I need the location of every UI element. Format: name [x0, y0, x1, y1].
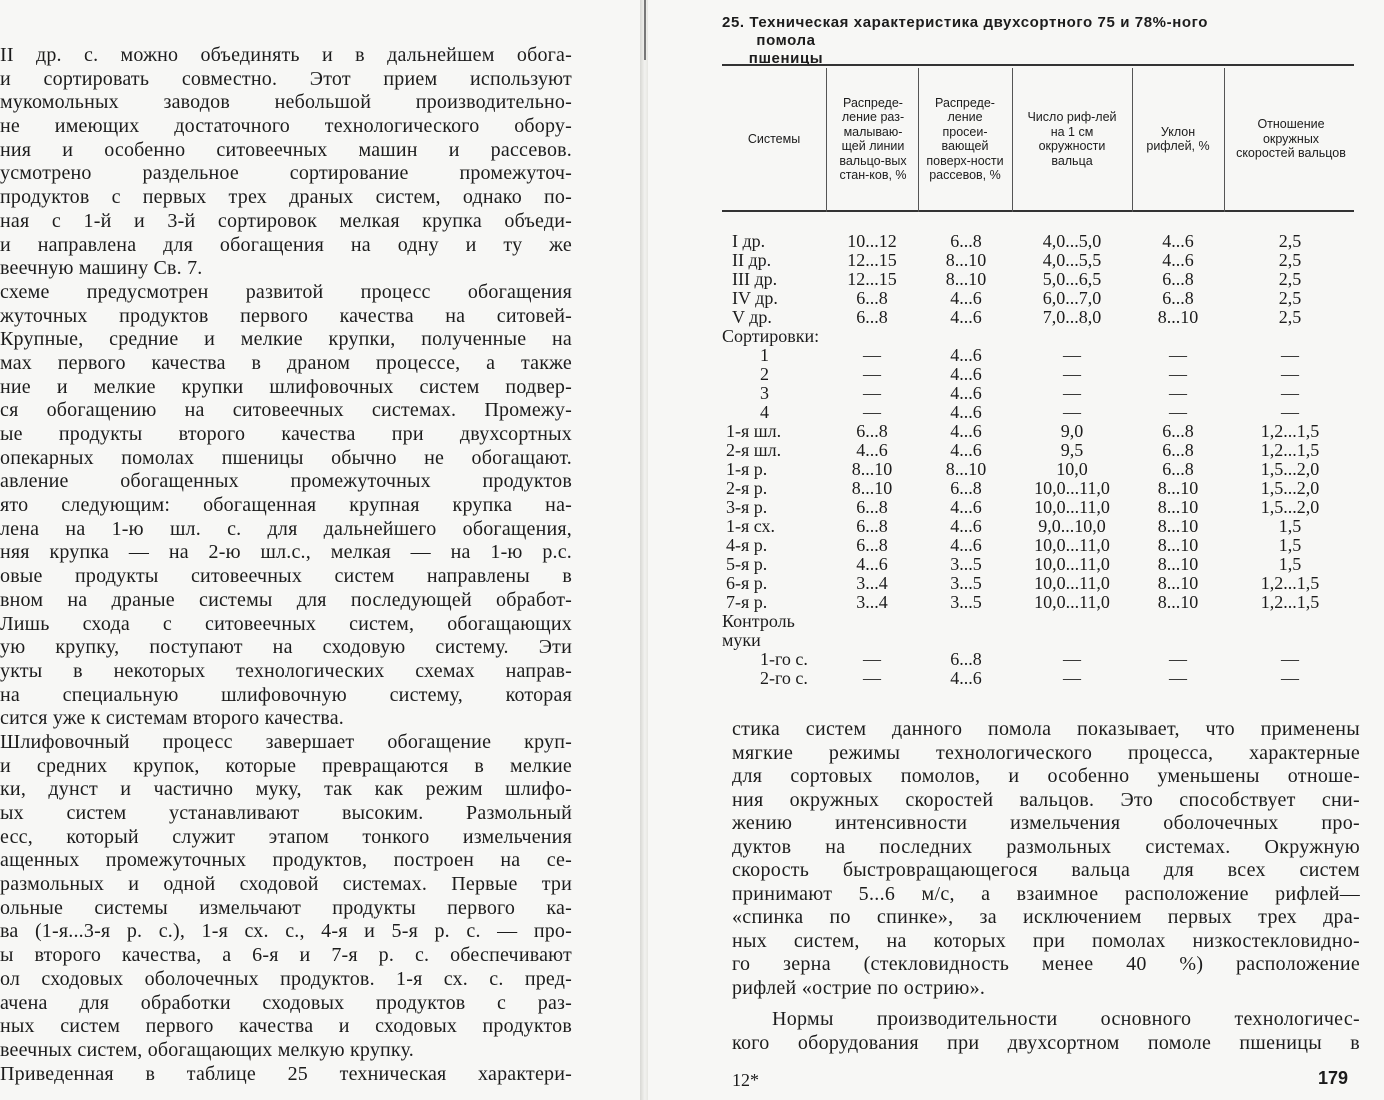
- text-line: ольные системы измельчают продукты первого ка-: [0, 896, 572, 919]
- row-system-name: 6-я р.: [726, 573, 768, 593]
- table-cell: 6...8: [950, 231, 982, 251]
- table-cell: 10,0: [1056, 459, 1088, 479]
- table-row: [722, 251, 1362, 270]
- header-speed-ratio: Отношение окружных скоростей вальцов: [1236, 117, 1346, 161]
- caption-line-2: помола пшеницы: [748, 32, 824, 67]
- text-line: опекарных помолах пшеницы обычно не обогащают.: [0, 446, 572, 469]
- table-cell: 4,0...5,0: [1042, 231, 1102, 251]
- text-line: ных систем первого качества и сходовых продуктов: [0, 1015, 572, 1038]
- table-cell: 3...5: [950, 573, 982, 593]
- text-line: на специальную шлифовочную систему, которая: [0, 683, 572, 706]
- table-cell: 2,5: [1278, 269, 1302, 289]
- text-line: жуточных продуктов первого качества на ситовей-: [0, 304, 572, 327]
- table-cell: —: [1063, 364, 1081, 384]
- text-line: авление обогащенных промежуточных продуктов: [0, 470, 572, 493]
- table-cell: 8...10: [1157, 554, 1199, 574]
- text-line: кого оборудования при двухсортном помоле пшеницы в: [732, 1031, 1360, 1054]
- table-cell: —: [1281, 345, 1299, 365]
- table-cell: 4...6: [950, 345, 982, 365]
- table-cell: —: [1063, 649, 1081, 669]
- table-cell: 4...6: [1162, 250, 1194, 270]
- text-line: мягкие режимы технологического процесса, характерные: [732, 741, 1360, 764]
- text-line: схеме предусмотрен развитой процесс обогащения: [0, 280, 572, 303]
- text-line: стика систем данного помола показывает, что применены: [732, 718, 1360, 740]
- text-line: ые продукты второго качества при двухсортных: [0, 423, 572, 445]
- header-flute-count: Число риф-лей на 1 см окружности вальца: [1027, 110, 1117, 168]
- text-line: сится уже к системам второго качества.: [0, 707, 344, 730]
- table-cell: 4...6: [950, 288, 982, 308]
- row-system-name: 1-я р.: [726, 459, 768, 479]
- text-line: не имеющих достаточного технологического обору-: [0, 115, 572, 138]
- table-cell: 1,2...1,5: [1260, 573, 1320, 593]
- text-line: ачена для обработки сходовых продуктов с раз-: [0, 991, 572, 1014]
- text-line: рифлей «острие по острию».: [732, 976, 986, 999]
- text-line: Лишь схода с ситовеечных систем, обогащающих: [0, 612, 572, 635]
- table-row: [722, 593, 1362, 612]
- table-cell: 6...8: [950, 649, 982, 669]
- table-row: [722, 574, 1362, 593]
- text-line: жению интенсивности измельчения оболочечных про-: [732, 812, 1360, 834]
- table-cell: 8...10: [945, 250, 987, 270]
- table-cell: 4...6: [950, 421, 982, 441]
- header-grinding-distribution: Распреде-ление раз-малываю-щей линии вальцо-вых стан-ков, %: [839, 95, 907, 182]
- table-cell: 4...6: [950, 364, 982, 384]
- table-row: [722, 365, 1362, 384]
- table-cell: —: [1169, 668, 1187, 688]
- table-cell: 1,2...1,5: [1260, 440, 1320, 460]
- row-system-name: Контроль: [722, 611, 795, 631]
- table-cell: —: [863, 649, 881, 669]
- table-cell: 4...6: [950, 440, 982, 460]
- table-cell: 8...10: [945, 269, 987, 289]
- table-cell: 4...6: [950, 668, 982, 688]
- table-cell: 6,0...7,0: [1042, 288, 1102, 308]
- table-row: [722, 612, 1362, 631]
- table-cell: 8...10: [1157, 307, 1199, 327]
- text-line: Шлифовочный процесс завершает обогащение круп-: [0, 730, 572, 753]
- text-line: няя крупка — на 2-ю шл.с., мелкая — на 1-ю р.с.: [0, 541, 572, 564]
- table-cell: —: [863, 383, 881, 403]
- table-cell: 9,5: [1060, 440, 1084, 460]
- text-line: укты в некоторых технологических схемах направ-: [0, 659, 572, 682]
- row-system-name: муки: [722, 630, 761, 650]
- table-cell: 10...12: [847, 231, 897, 251]
- table-row: [722, 460, 1362, 479]
- table-row: [722, 441, 1362, 460]
- row-system-name: Сортировки:: [722, 326, 820, 346]
- table-cell: 8...10: [1157, 478, 1199, 498]
- row-system-name: 4-я р.: [726, 535, 768, 555]
- table-cell: —: [863, 402, 881, 422]
- table-cell: 4...6: [950, 497, 982, 517]
- table-cell: —: [1063, 668, 1081, 688]
- table-cell: 1,5: [1278, 535, 1302, 555]
- row-system-name: 1-го с.: [760, 649, 808, 669]
- table-row: [722, 669, 1362, 688]
- table-cell: —: [1281, 649, 1299, 669]
- text-line: мукомольных заводов небольшой производительно-: [0, 91, 572, 114]
- row-system-name: III др.: [732, 269, 778, 289]
- table-cell: 8...10: [1157, 592, 1199, 612]
- row-system-name: 2-го с.: [760, 668, 808, 688]
- table-cell: 6...8: [856, 516, 888, 536]
- table-cell: 10,0...11,0: [1034, 497, 1110, 517]
- table-cell: 1,2...1,5: [1260, 592, 1320, 612]
- book-gutter: [640, 0, 648, 1100]
- table-row: [722, 308, 1362, 327]
- table-cell: —: [1063, 402, 1081, 422]
- table-cell: 10,0...11,0: [1034, 573, 1110, 593]
- table-cell: —: [1063, 383, 1081, 403]
- table-cell: 10,0...11,0: [1034, 478, 1110, 498]
- text-line: и средних крупок, которые превращаются в мелкие: [0, 754, 572, 777]
- right-page: [648, 0, 1384, 1100]
- table-cell: —: [1169, 383, 1187, 403]
- table-cell: 12...15: [847, 269, 897, 289]
- table-cell: 4...6: [856, 554, 888, 574]
- text-line: Нормы производительности основного технологичес-: [772, 1008, 1360, 1030]
- table-cell: 4...6: [950, 307, 982, 327]
- table-cell: —: [1281, 668, 1299, 688]
- row-system-name: 7-я р.: [726, 592, 768, 612]
- text-line: и направлена для обогащения на одну и ту же: [0, 233, 572, 256]
- table-cell: 6...8: [856, 535, 888, 555]
- table-cell: 3...5: [950, 554, 982, 574]
- row-system-name: 5-я р.: [726, 554, 768, 574]
- table-cell: 5,0...6,5: [1042, 269, 1102, 289]
- table-cell: 8...10: [1157, 535, 1199, 555]
- table-row: [722, 289, 1362, 308]
- text-line: ы второго качества, а 6-я и 7-я р. с. обеспечивают: [0, 944, 572, 967]
- text-line: продуктов с первых трех драных систем, однако по-: [0, 186, 572, 209]
- text-line: Крупные, средние и мелкие крупки, полученные на: [0, 328, 572, 351]
- table-caption: [722, 14, 1342, 68]
- table-cell: 2,5: [1278, 231, 1302, 251]
- text-line: ащенных промежуточных продуктов, построен на се-: [0, 849, 572, 872]
- table-cell: 1,2...1,5: [1260, 421, 1320, 441]
- table-row: [722, 384, 1362, 403]
- row-system-name: 1-я сх.: [726, 516, 776, 536]
- table-cell: 7,0...8,0: [1042, 307, 1102, 327]
- table-cell: 6...8: [1162, 459, 1194, 479]
- table-cell: 9,0: [1060, 421, 1084, 441]
- table-row: [722, 346, 1362, 365]
- table-cell: 1,5...2,0: [1260, 497, 1320, 517]
- row-system-name: I др.: [732, 231, 766, 251]
- right-page-body: [732, 718, 1360, 1055]
- text-line: ся обогащению на ситовеечных системах. Промежу-: [0, 399, 572, 422]
- table-cell: 6...8: [856, 421, 888, 441]
- row-system-name: 1: [760, 345, 769, 365]
- text-line: ная с 1-й и 3-й сортировок мелкая крупка объеди-: [0, 209, 572, 232]
- table-cell: —: [1281, 402, 1299, 422]
- row-system-name: 3-я р.: [726, 497, 768, 517]
- text-line: веечных систем, обогащающих мелкую крупку.: [0, 1038, 414, 1061]
- table-cell: 8...10: [851, 459, 893, 479]
- table-cell: —: [863, 668, 881, 688]
- text-line: ва (1-я...3-я р. с.), 1-я сх. с., 4-я и 5-я р. с. — про-: [0, 920, 572, 943]
- table-cell: 3...5: [950, 592, 982, 612]
- text-line: вном на драные системы для последующей обработ-: [0, 588, 572, 611]
- table-cell: —: [1169, 649, 1187, 669]
- table-cell: —: [863, 364, 881, 384]
- table-cell: 8...10: [1157, 573, 1199, 593]
- text-line: Приведенная в таблице 25 техническая характери-: [0, 1062, 572, 1085]
- table-cell: 6...8: [1162, 269, 1194, 289]
- table-cell: 4...6: [950, 535, 982, 555]
- text-line: веечную машину Св. 7.: [0, 257, 203, 280]
- table-row: [722, 403, 1362, 422]
- text-line: усмотрено раздельное сортирование промежуточ-: [0, 162, 572, 185]
- row-system-name: 1-я шл.: [726, 421, 782, 441]
- text-line: II др. с. можно объединять и в дальнейшем обога-: [0, 44, 572, 66]
- table-header-rule: [722, 210, 1354, 212]
- table-row: [722, 232, 1362, 251]
- table-cell: 6...8: [856, 288, 888, 308]
- table-row: [722, 270, 1362, 289]
- text-line: ых систем устанавливают высоким. Размольный: [0, 802, 572, 824]
- row-system-name: 2-я шл.: [726, 440, 782, 460]
- table-cell: 1,5: [1278, 516, 1302, 536]
- table-cell: 4...6: [856, 440, 888, 460]
- row-system-name: II др.: [732, 250, 772, 270]
- table-cell: 6...8: [950, 478, 982, 498]
- header-flute-slope: Уклон рифлей, %: [1146, 124, 1210, 153]
- table-cell: 8...10: [851, 478, 893, 498]
- table-cell: 6...8: [1162, 440, 1194, 460]
- caption-line-1: 25. Техническая характеристика двухсортного 75 и 78%-ного: [722, 14, 1209, 31]
- table-cell: 4...6: [1162, 231, 1194, 251]
- header-divider: [1224, 68, 1225, 212]
- row-system-name: 2-я р.: [726, 478, 768, 498]
- table-cell: 12...15: [847, 250, 897, 270]
- table-row: [722, 650, 1362, 669]
- table-row: [722, 327, 1362, 346]
- row-system-name: 3: [760, 383, 769, 403]
- table-cell: 2,5: [1278, 288, 1302, 308]
- table-cell: —: [1063, 345, 1081, 365]
- text-line: скорость быстровращающегося вальца для всех систем: [732, 859, 1360, 881]
- table-row: [722, 479, 1362, 498]
- text-line: ных систем, на которых при помолах низкостекловидно-: [732, 929, 1360, 952]
- table-cell: 1,5...2,0: [1260, 459, 1320, 479]
- gutter-mark: [644, 0, 646, 60]
- header-divider: [826, 68, 827, 212]
- table-row: [722, 498, 1362, 517]
- table-cell: 10,0...11,0: [1034, 554, 1110, 574]
- row-system-name: IV др.: [732, 288, 778, 308]
- text-line: ния окружных скоростей вальцов. Это способствует сни-: [732, 788, 1360, 811]
- table-cell: 2,5: [1278, 307, 1302, 327]
- header-divider: [1012, 68, 1013, 212]
- text-line: размольных и одной сходовой системах. Первые три: [0, 873, 572, 896]
- table-cell: 8...10: [945, 459, 987, 479]
- header-sifting-distribution: Распреде-ление просеи-вающей поверх-ности рассевов, %: [926, 95, 1004, 182]
- header-divider: [918, 68, 919, 212]
- table-cell: 6...8: [1162, 288, 1194, 308]
- table-cell: —: [1169, 364, 1187, 384]
- row-system-name: 4: [760, 402, 769, 422]
- text-line: ние и мелкие крупки шлифовочных систем подвер-: [0, 375, 572, 398]
- table-cell: —: [1281, 364, 1299, 384]
- table-row: [722, 631, 1362, 650]
- table-row: [722, 517, 1362, 536]
- table-cell: —: [1281, 383, 1299, 403]
- text-line: лена на 1-ю шл. с. для дальнейшего обогащения,: [0, 517, 572, 540]
- text-line: ято следующим: обогащенная крупная крупка на-: [0, 494, 572, 517]
- text-line: овые продукты ситовеечных систем направлены в: [0, 565, 572, 588]
- row-system-name: V др.: [732, 307, 772, 327]
- text-line: «спинка по спинке», за исключением первых трех дра-: [732, 906, 1360, 928]
- text-line: и сортировать совместно. Этот прием используют: [0, 67, 572, 90]
- table-top-rule: [722, 64, 1354, 66]
- table-cell: 2,5: [1278, 250, 1302, 270]
- header-systems: Системы: [747, 131, 801, 146]
- text-line: есс, который служит этапом тонкого измельчения: [0, 825, 572, 848]
- table-cell: 3...4: [856, 592, 888, 612]
- table-cell: 4,0...5,5: [1042, 250, 1102, 270]
- table-row: [722, 555, 1362, 574]
- text-line: ки, дунст и частично муку, так как режим шлифо-: [0, 778, 572, 801]
- table-cell: 6...8: [856, 307, 888, 327]
- text-line: принимают 5...6 м/с, а взаимное расположение рифлей—: [732, 882, 1360, 905]
- text-line: для сортовых помолов, и особенно уменьшены отноше-: [732, 765, 1360, 787]
- table-body: [722, 232, 1362, 688]
- table-cell: 8...10: [1157, 497, 1199, 517]
- signature-mark: 12*: [732, 1070, 759, 1090]
- table-cell: —: [1169, 345, 1187, 365]
- table-cell: —: [1169, 402, 1187, 422]
- table-cell: 4...6: [950, 516, 982, 536]
- table-cell: 8...10: [1157, 516, 1199, 536]
- text-line: го зерна (стекловидность менее 40 %) расположение: [732, 953, 1360, 975]
- page-number: 179: [1318, 1068, 1349, 1088]
- table-cell: 6...8: [856, 497, 888, 517]
- text-line: дуктов на последних размольных системах. Окружную: [732, 835, 1360, 858]
- table-cell: 1,5: [1278, 554, 1302, 574]
- header-divider: [1132, 68, 1133, 212]
- table-row: [722, 536, 1362, 555]
- text-line: мах первого качества в драном процессе, а также: [0, 351, 572, 374]
- text-line: ния и особенно ситовеечных машин и рассевов.: [0, 138, 572, 161]
- table-row: [722, 422, 1362, 441]
- left-page: [0, 0, 640, 1100]
- text-line: ую крупку, поступают на сходовую систему. Эти: [0, 636, 572, 659]
- table-cell: 9,0...10,0: [1038, 516, 1106, 536]
- table-cell: 10,0...11,0: [1034, 592, 1110, 612]
- table-cell: 3...4: [856, 573, 888, 593]
- table-cell: 10,0...11,0: [1034, 535, 1110, 555]
- table-cell: 1,5...2,0: [1260, 478, 1320, 498]
- table-cell: 4...6: [950, 402, 982, 422]
- table-cell: 4...6: [950, 383, 982, 403]
- table-cell: 6...8: [1162, 421, 1194, 441]
- row-system-name: 2: [760, 364, 769, 384]
- left-page-body: [0, 44, 572, 1086]
- table-cell: —: [863, 345, 881, 365]
- text-line: ол сходовых оболочечных продуктов. 1-я сх. с. пред-: [0, 967, 572, 990]
